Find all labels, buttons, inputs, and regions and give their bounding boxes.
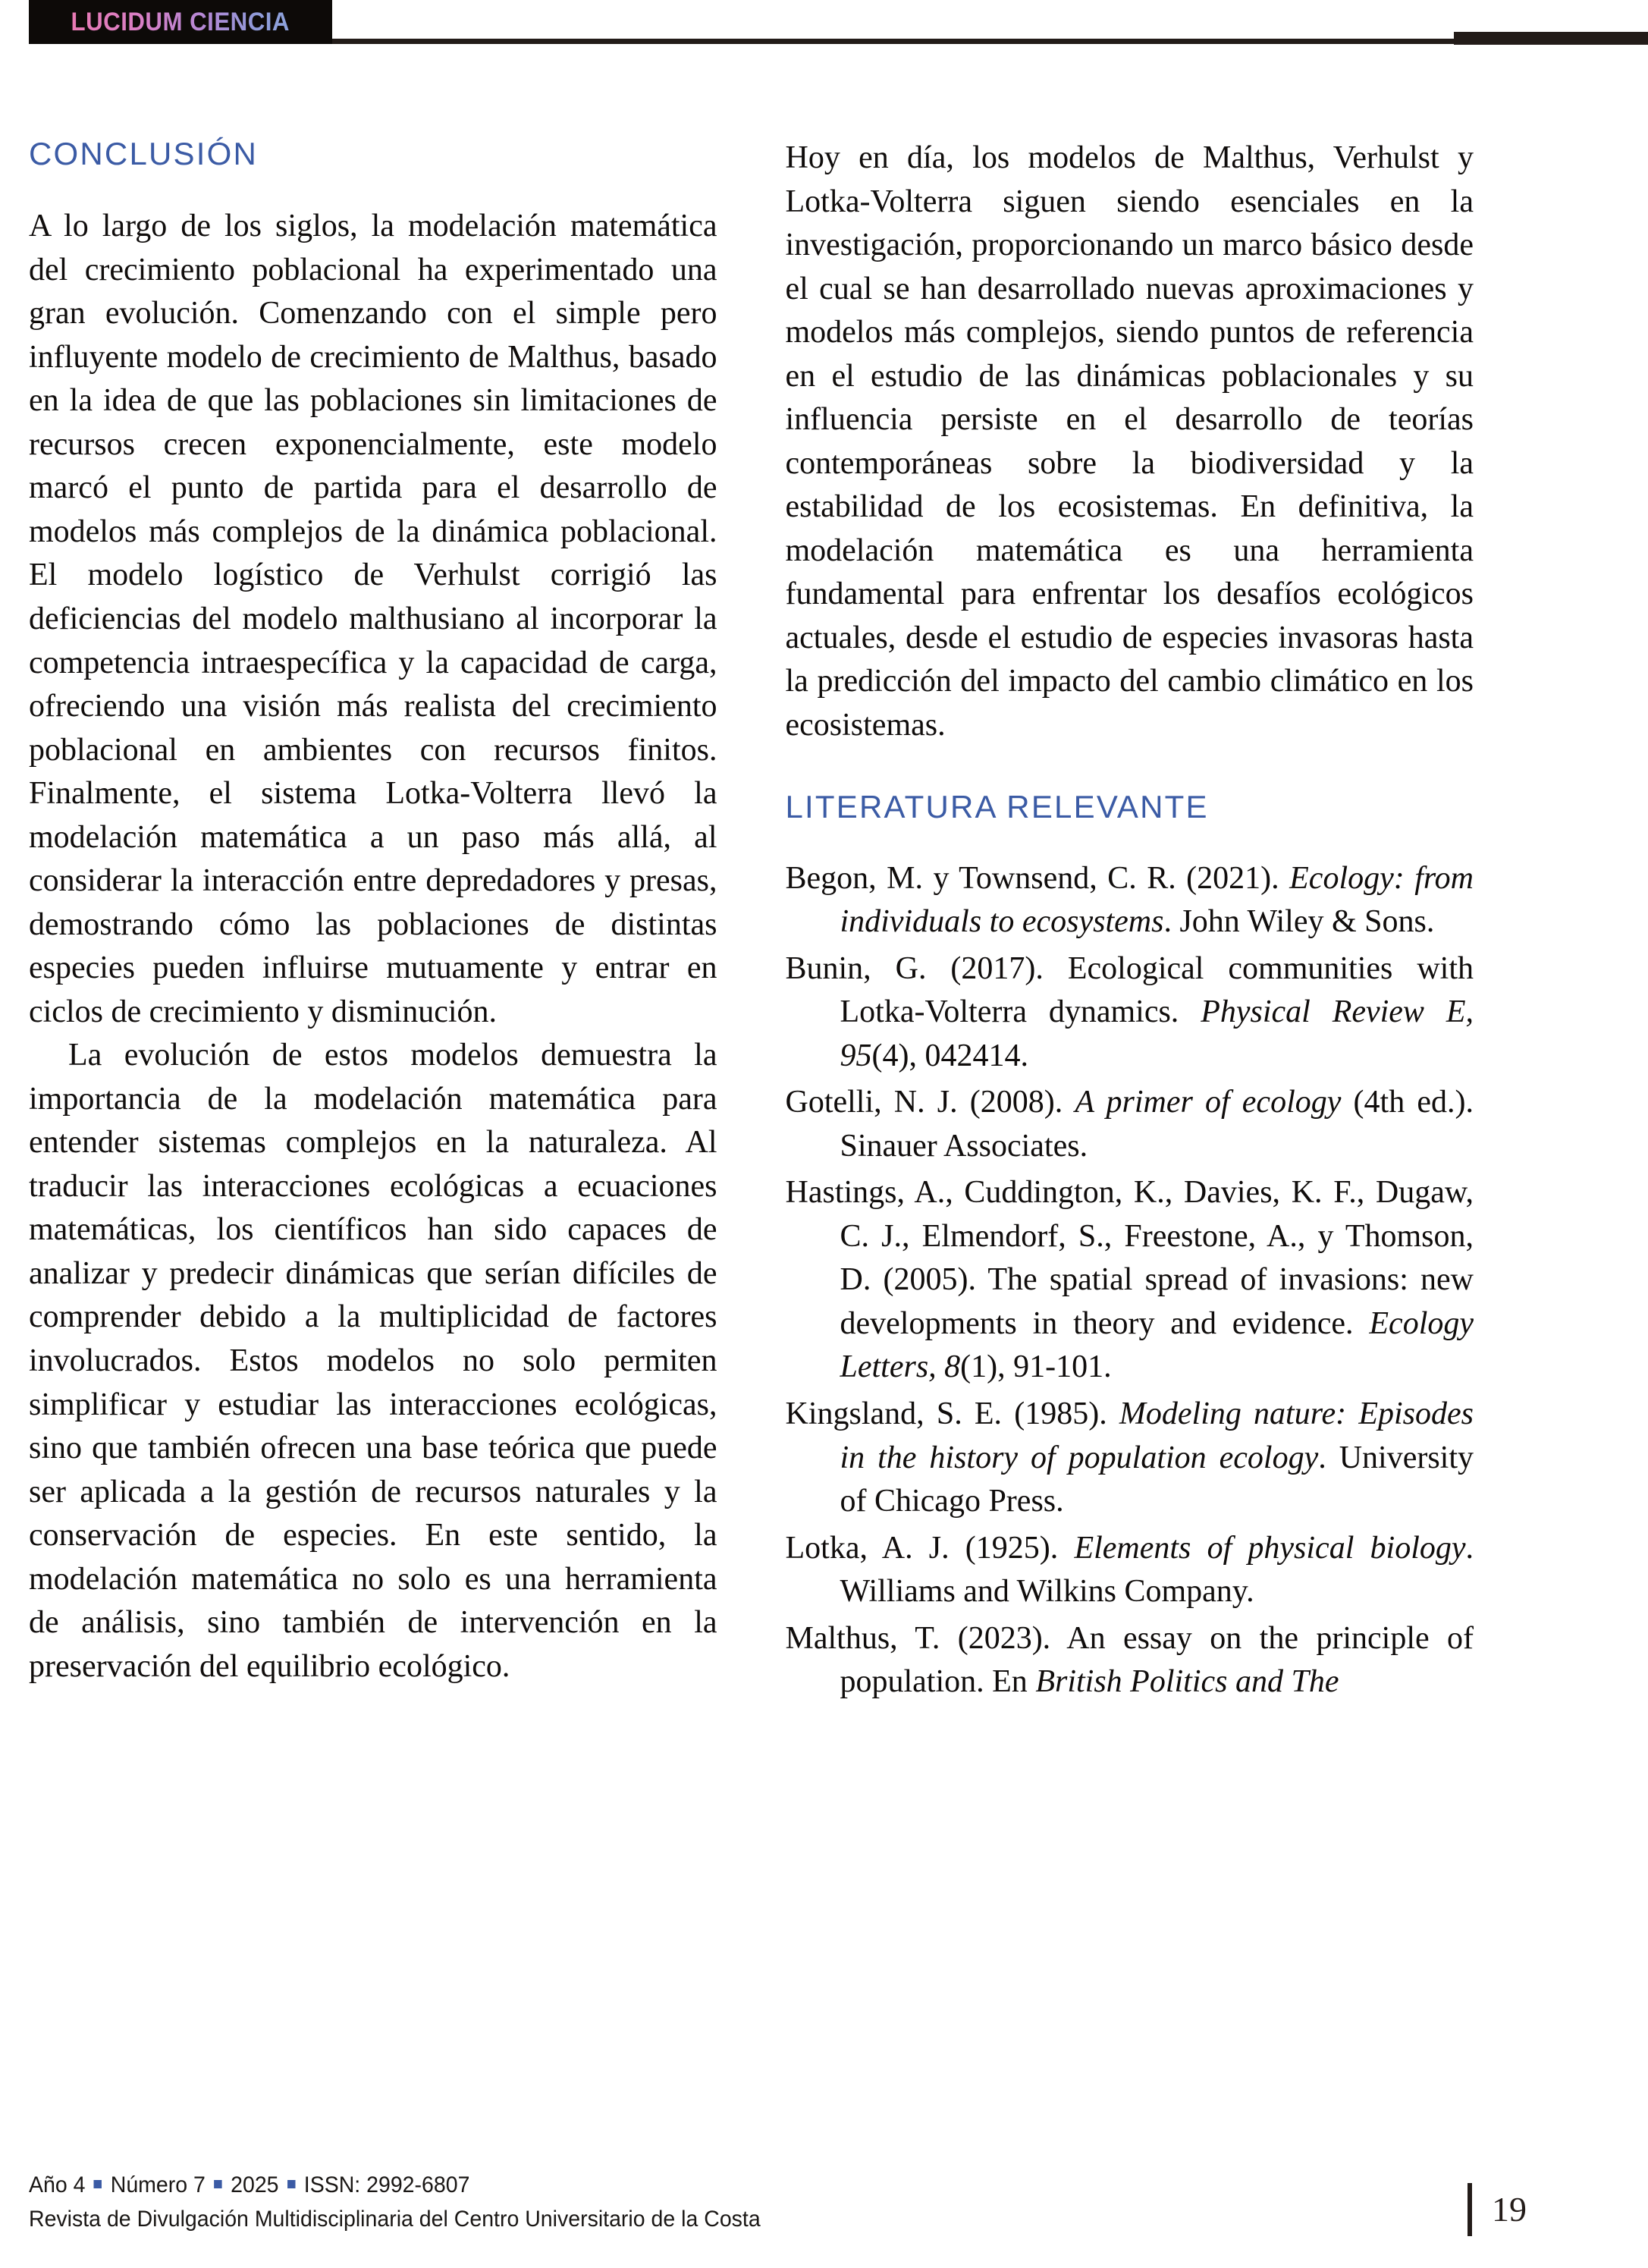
brand-badge: [29, 0, 332, 44]
footer-issue-line: [29, 2168, 761, 2202]
page-number-rule: [1468, 2183, 1472, 2236]
right-column: [786, 137, 1474, 1707]
reference-entry: [786, 1171, 1474, 1390]
masthead-rule-thick: [1454, 32, 1648, 45]
reference-text: Hastings, A., Cuddington, K., Davies, K. F., Dugaw, C. J., Elmendorf, S., Freestone, A., y Thomson, D. (2005). The spatial spread of invasions: new developments in theory and evidence.: [785, 1175, 1474, 1341]
reference-title: A primer of ecology: [1075, 1085, 1342, 1120]
page-number: 19: [1492, 2190, 1527, 2229]
reference-title: Ecology: from individuals to ecosystems: [840, 860, 1474, 940]
conclusion-paragraph-1: A lo largo de los siglos, la modelación matemática del crecimiento poblacional ha experimentado una gran evolución. Comenzando con el simple pero influyente modelo de crecimiento de Malthus, basado en la idea de que las poblaciones sin limitaciones de recursos crecen exponencialmente, este modelo marcó el punto de partida para el desarrollo de modelos más complejos de la dinámica poblacional. El modelo logístico de Verhulst corrigió las deficiencias del modelo malthusiano al incorporar la competencia intraespecífica y la capacidad de carga, ofreciendo una visión más realista del crecimiento poblacional en ambientes con recursos finitos. Finalmente, el sistema Lotka-Volterra llevó la modelación matemática a un paso más allá, al considerar la interacción entre depredadores y presas, demostrando cómo las poblaciones de distintas especies pueden influirse mutuamente y entrar en ciclos de crecimiento y disminución.: [29, 209, 717, 1029]
page-content: [29, 137, 1474, 1707]
reference-text: Bunin, G. (2017). Ecological communities with Lotka-Volterra dynamics.: [785, 950, 1474, 1030]
reference-entry: [786, 1617, 1474, 1704]
footer-issn: ISSN: 2992-6807: [303, 2172, 470, 2197]
reference-text: . University of Chicago Press.: [840, 1440, 1474, 1519]
footer-imprint: [29, 2168, 761, 2236]
conclusion-paragraph-2: La evolución de estos modelos demuestra la importancia de la modelación matemática para entender sistemas complejos en la naturaleza. Al traducir las interacciones ecológicas a ecuaciones matemáticas, los científicos han sido capaces de analizar y predecir dinámicas que serían difíciles de comprender debido a la multiplicidad de factores involucrados. Estos modelos no solo permiten simplificar y estudiar las interacciones ecológicas, sino que también ofrecen una base teórica que puede ser aplicada a la gestión de recursos naturales y la conservación de especies. En este sentido, la modelación matemática no solo es una herramienta de análisis, sino también de intervención en la preservación del equilibrio ecológico.: [29, 1038, 717, 1684]
reference-text: (4), 042414.: [871, 1038, 1028, 1073]
square-bullet-icon: [94, 2180, 102, 2188]
reference-entry: [786, 1393, 1474, 1524]
reference-entry: [786, 1527, 1474, 1614]
square-bullet-icon: [287, 2180, 295, 2188]
reference-text: Gotelli, N. J. (2008).: [785, 1085, 1075, 1120]
reference-title: Ecology Letters, 8: [840, 1305, 1474, 1385]
conclusion-heading: CONCLUSIÓN: [29, 136, 259, 171]
reference-text: Kingsland, S. E. (1985).: [785, 1396, 1119, 1431]
reference-entry: [786, 1081, 1474, 1168]
reference-entry: [786, 947, 1474, 1079]
references-list: [786, 857, 1474, 1704]
brand-title: LUCIDUM CIENCIA: [71, 7, 290, 36]
footer-issue-number: Número 7: [110, 2172, 206, 2197]
reference-text: Malthus, T. (2023). An essay on the principle of population. En: [785, 1620, 1474, 1700]
reference-text: (1), 91-101.: [960, 1349, 1112, 1385]
conclusion-paragraph-3: Hoy en día, los modelos de Malthus, Verhulst y Lotka-Volterra siguen siendo esenciales en la investigación, proporcionando un marco básico desde el cual se han desarrollado nuevas aproximaciones y modelos más complejos, siendo puntos de referencia en el estudio de las dinámicas poblacionales y su influencia persiste en el desarrollo de teorías contemporáneas sobre la biodiversidad y la estabilidad de los ecosistemas. En definitiva, la modelación matemática es una herramienta fundamental para enfrentar los desafíos ecológicos actuales, desde el estudio de especies invasoras hasta la predicción del impacto del cambio climático en los ecosistemas.: [785, 140, 1474, 743]
reference-text: Begon, M. y Townsend, C. R. (2021).: [785, 860, 1290, 896]
references-heading: LITERATURA RELEVANTE: [785, 789, 1209, 825]
footer-publication-year: 2025: [231, 2172, 279, 2197]
masthead: [0, 0, 1648, 53]
reference-title: British Politics and The: [1035, 1664, 1339, 1700]
page-number-block: [1468, 2183, 1619, 2236]
reference-title: Physical Review E, 95: [840, 994, 1474, 1073]
reference-text: Lotka, A. J. (1925).: [785, 1530, 1075, 1566]
reference-title: Modeling nature: Episodes in the history of population ecology: [840, 1396, 1474, 1475]
reference-text: (4th ed.). Sinauer Associates.: [840, 1085, 1474, 1164]
masthead-rule-thin: [332, 39, 1454, 44]
reference-title: Elements of physical biology: [1074, 1530, 1466, 1566]
square-bullet-icon: [214, 2180, 221, 2188]
reference-entry: [786, 857, 1474, 944]
left-column: [29, 137, 717, 1707]
footer-year: Año 4: [29, 2172, 86, 2197]
reference-text: . John Wiley & Sons.: [1163, 904, 1435, 940]
page-footer: [29, 2168, 1619, 2236]
footer-tagline: Revista de Divulgación Multidisciplinaria del Centro Universitario de la Costa: [29, 2207, 761, 2232]
reference-text: . Williams and Wilkins Company.: [840, 1530, 1474, 1610]
